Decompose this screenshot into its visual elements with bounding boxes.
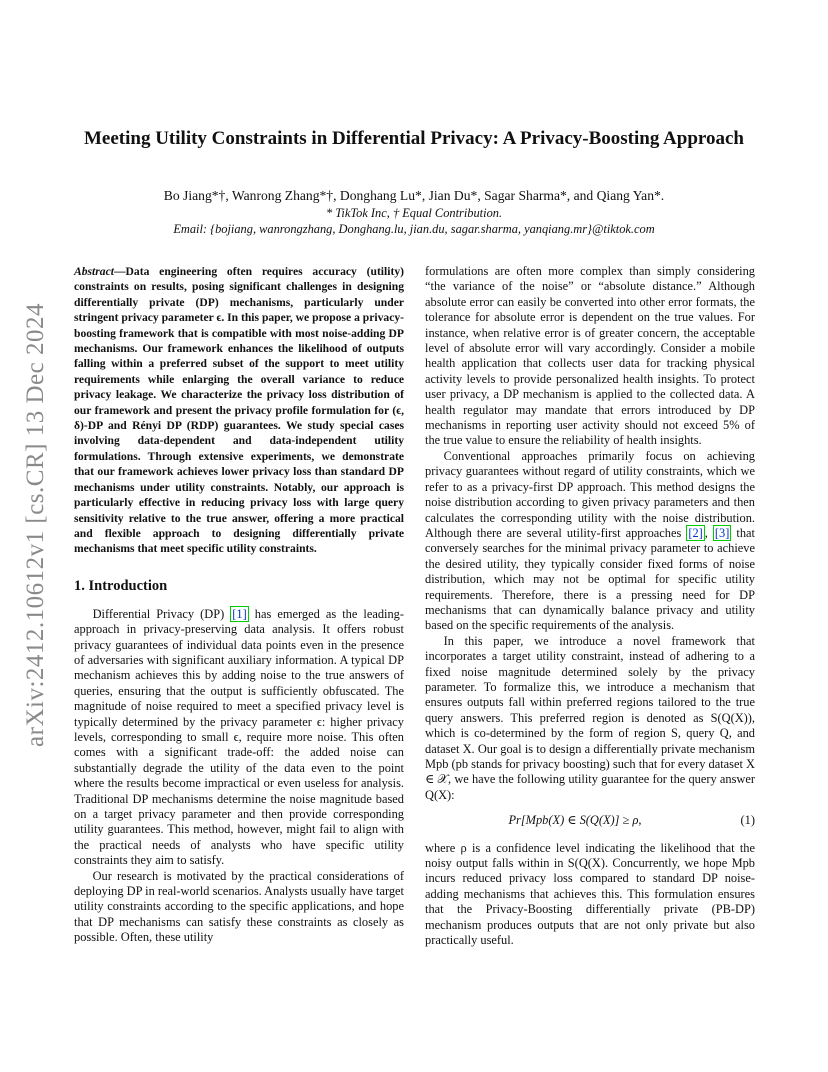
right-p2-text-a: Conventional approaches primarily focus on achieving privacy guarantees without regard of utility constraints, which we refer to as a privacy-first DP approach. This method designs the noise distribution according to given privacy parameters and then calculates the corresponding utility with the noise distribution. Although there are several utility-first approaches xyxy=(425,448,755,540)
arxiv-stamp-text: arXiv:2412.10612v1 [cs.CR] 13 Dec 2024 xyxy=(22,303,50,747)
citation-link-1[interactable]: [1] xyxy=(232,606,247,621)
right-column xyxy=(425,264,755,948)
abstract xyxy=(74,264,404,557)
right-paragraph-2 xyxy=(425,449,755,634)
right-p2-separator: , xyxy=(704,525,713,540)
equation-text: Pr[Mpb(X) ∈ S(Q(X)] ≥ ρ, xyxy=(508,813,642,828)
intro-p1-text-a: Differential Privacy (DP) xyxy=(92,606,231,621)
left-column xyxy=(74,264,404,946)
arxiv-stamp xyxy=(20,290,52,760)
right-paragraph-1: formulations are often more complex than simply considering “the variance of the noise” or “absolute distance.” Although absolute error can easily be converted into other error formats, the tolerance for absolute error is dependent on the true values. For instance, when relative error is of greater concern, the acceptable level of absolute error will vary accordingly. Consider a mobile health application that collects user data for tracking physical activity levels to provide personalized health insights. To protect user privacy, a DP mechanism is applied to the collected data. A health regulator may mandate that errors introduced by DP mechanisms in reporting user activity should not exceed 5% of the true value to ensure the reliability of health insights. xyxy=(425,264,755,448)
abstract-text: —Data engineering often requires accuracy (utility) constraints on results, posing significant challenges in designing differentially private (DP) mechanisms, particularly under stringent privacy parameter ϵ. In this paper, we propose a privacy-boosting framework that is compatible with most noise-adding DP mechanisms. Our framework enhances the likelihood of outputs falling within a preferred subset of the support to meet utility requirements while enlarging the overall variance to reduce privacy leakage. We characterize the privacy loss distribution of our framework and present the privacy profile formulation for (ϵ, δ)-DP and Rényi DP (RDP) guarantees. We study special cases involving data-dependent and data-independent utility formulations. Through extensive experiments, we demonstrate that our framework achieves lower privacy loss than standard DP mechanisms under utility constraints. Notably, our approach is particularly effective in reducing privacy loss with large query sensitivity relative to the true answer, offering a more practical and flexible approach to designing differentially private mechanisms that meet specific utility constraints. xyxy=(74,265,404,556)
intro-paragraph-2: Our research is motivated by the practical considerations of deploying DP in real-world scenarios. Analysts usually have target utility constraints according to the specific applications, and hope that DP mechanisms can satisfy these constraints as closely as possible. Often, these utility xyxy=(74,868,405,945)
paper-title: Meeting Utility Constraints in Differential Privacy: A Privacy-Boosting Approach xyxy=(83,128,745,149)
citation-link-2[interactable]: [2] xyxy=(688,525,703,540)
right-p2-text-b: that conversely searches for the minimal privacy parameter to achieve the desired utility, they typically consider fixed forms of noise distribution, which may not be optimal for specific utility requirements. Therefore, there is a pressing need for DP mechanisms that can dynamically balance privacy and utility based on the specific requirements of the analysis. xyxy=(425,525,755,633)
intro-paragraph-1 xyxy=(74,607,404,869)
equation-1 xyxy=(425,813,755,828)
author-list: Bo Jiang*†, Wanrong Zhang*†, Donghang Lu*, Jian Du*, Sagar Sharma*, and Qiang Yan*. xyxy=(163,188,665,203)
right-paragraph-3: In this paper, we introduce a novel framework that incorporates a target utility constraint, instead of adhering to a fixed noise magnitude determined solely by the privacy parameter. To formalize this, we introduce a mechanism that ensures outputs fall within preferred regions tailored to the true query answers. This preferred region is denoted as S(Q(X)), which is co-determined by the form of region S, query Q, and dataset X. Our goal is to design a differentially private mechanism Mpb (pb stands for privacy boosting) such that for every dataset X ∈ 𝒳, we have the following utility guarantee for the query answer Q(X): xyxy=(425,633,755,802)
equation-number: (1) xyxy=(740,813,755,828)
affiliation: * TikTok Inc, † Equal Contribution. xyxy=(325,206,503,220)
right-paragraph-4: where ρ is a confidence level indicating the likelihood that the noisy output falls within in S(Q(X). Concurrently, we hope Mpb incurs reduced privacy loss compared to standard DP noise-adding mechanisms that achieves this. This formulation ensures that the Privacy-Boosting differentially private (PB-DP) mechanism produces outputs that are not only private but also practically useful. xyxy=(425,840,755,948)
abstract-label: Abstract xyxy=(74,265,114,278)
intro-p1-text-b: has emerged as the leading-approach in privacy-preserving data analysis. It offers robust privacy guarantees of individual data points even in the presence of adversaries with significant auxiliary information. A typical DP mechanism achieves this by adding noise to the true answers of queries, ensuring that the output is sufficiently obfuscated. The magnitude of noise required to meet a specified privacy level is typically determined by the privacy parameter ϵ: higher privacy levels, corresponding to small ϵ, require more noise. This often comes with a significant trade-off: the added noise can substantially degrade the utility of the data even to the point where the results become impractical or even useless for analysis. Traditional DP mechanisms determine the noise magnitude based on a target privacy parameter and then provide corresponding utility guarantees. This method, however, might fail to align with the practical needs of analysts who have specific utility constraints they aim to satisfy. xyxy=(74,606,404,868)
contact-email: Email: {bojiang, wanrongzhang, Donghang.lu, jian.du, sagar.sharma, yanqiang.mr}@tiktok.com xyxy=(173,222,655,236)
citation-link-3[interactable]: [3] xyxy=(714,525,730,540)
section-heading-introduction: 1. Introduction xyxy=(74,577,168,594)
